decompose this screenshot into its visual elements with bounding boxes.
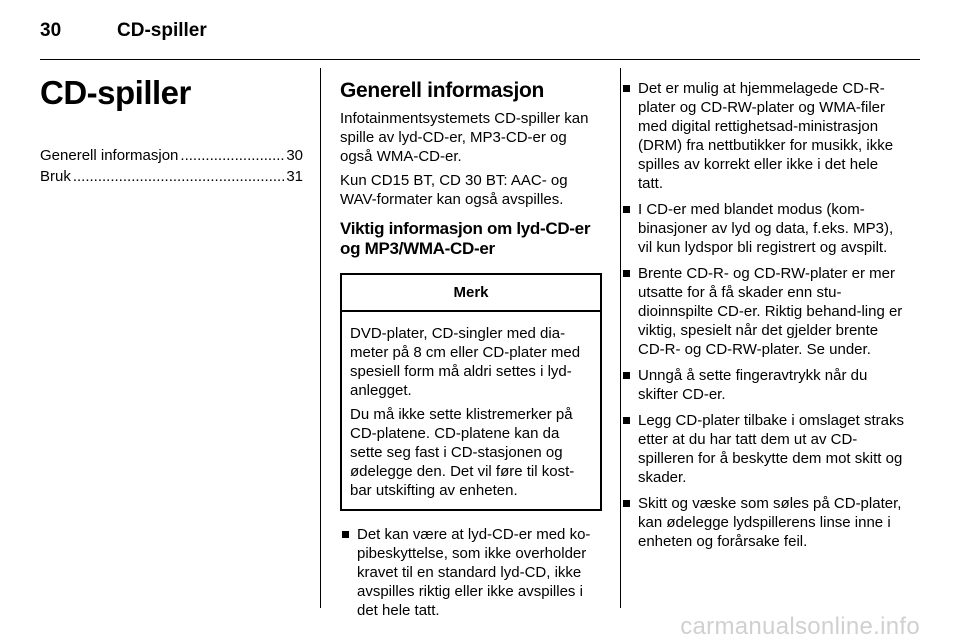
toc-leader-dots <box>73 167 284 186</box>
square-bullet-icon <box>623 417 630 424</box>
list-item-text: I CD-er med blandet modus (kom-binasjoner av lyd og data, f.eks. MP3), vil kun lydspor bli registrert og avspilt. <box>638 201 894 256</box>
bullet-list <box>340 525 602 620</box>
list-item-text: Det er mulig at hjemmelagede CD-R-plater og CD-RW-plater og WMA-filer med digital rettighetsad-ministrasjon (DRM) fra nettbutikker for musikk, ikke spilles av korrekt eller ikke i det hele tatt. <box>638 80 894 192</box>
note-paragraph: Du må ikke sette klistremerker på CD-platene. CD-platene kan da sette seg fast i CD-stasjonen og ødelegge den. Det vil føre til kost-bar utskifting av enheten. <box>350 406 575 499</box>
list-item-text: Brente CD-R- og CD-RW-plater er mer utsatte for å få skader enn stu-dioinnspilte CD-er. Riktig behand-ling er viktig, spesielt når det gjelder brente CD-R- og CD-RW-plater. Se under. <box>638 265 903 358</box>
list-item <box>340 525 602 620</box>
square-bullet-icon <box>623 500 630 507</box>
list-item-text: Legg CD-plater tilbake i omslaget straks etter at du har tatt dem ut av CD-spilleren for å beskytte dem mot skitt og skader. <box>638 412 904 486</box>
toc-entry[interactable] <box>40 146 303 165</box>
toc-entry-page[interactable]: 30 <box>286 147 303 164</box>
content-column-3 <box>621 79 905 558</box>
body-paragraph: Kun CD15 BT, CD 30 BT: AAC- og WAV-formater kan også avspilles. <box>340 172 568 208</box>
toc-entry-label[interactable]: Generell informasjon <box>40 147 179 164</box>
square-bullet-icon <box>623 206 630 213</box>
list-item <box>621 366 905 404</box>
square-bullet-icon <box>623 85 630 92</box>
toc-entry-label[interactable]: Bruk <box>40 168 71 185</box>
list-item-text: Skitt og væske som søles på CD-plater, kan ødelegge lydspillerens linse inne i enheten og forårsake feil. <box>638 495 902 550</box>
note-box <box>340 273 602 511</box>
chapter-title: CD-spiller <box>40 74 191 111</box>
running-title: CD-spiller <box>117 20 207 41</box>
header-rule <box>40 59 920 60</box>
list-item <box>621 264 905 359</box>
note-paragraph: DVD-plater, CD-singler med dia-meter på 8 cm eller CD-plater med spesiell form må aldri settes i lyd-anlegget. <box>350 325 581 399</box>
column-divider <box>320 68 321 608</box>
list-item-text: Unngå å sette fingeravtrykk når du skifter CD-er. <box>638 367 868 403</box>
note-body <box>342 312 600 509</box>
toc-leader-dots <box>180 146 284 165</box>
list-item <box>621 411 905 487</box>
content-column-2 <box>340 79 602 627</box>
bullet-list <box>621 79 905 551</box>
toc-column <box>40 74 303 188</box>
square-bullet-icon <box>623 270 630 277</box>
body-paragraph: Infotainmentsystemets CD-spiller kan spille av lyd-CD-er, MP3-CD-er og også WMA-CD-er. <box>340 110 589 165</box>
section-heading: Generell informasjon <box>340 79 545 102</box>
square-bullet-icon <box>623 372 630 379</box>
square-bullet-icon <box>342 531 349 538</box>
toc-entry-page[interactable]: 31 <box>286 168 303 185</box>
list-item <box>621 494 905 551</box>
watermark: carmanualsonline.info <box>680 613 920 640</box>
toc-entry[interactable] <box>40 167 303 186</box>
list-item <box>621 200 905 257</box>
list-item <box>621 79 905 193</box>
subsection-heading: Viktig informasjon om lyd-CD-er og MP3/WMA-CD-er <box>340 219 591 258</box>
list-item-text: Det kan være at lyd-CD-er med ko-pibeskyttelse, som ikke overholder kravet til en standard lyd-CD, ikke avspilles riktig eller ikke avspilles i det hele tatt. <box>357 526 591 619</box>
note-title: Merk <box>342 275 600 312</box>
page-number: 30 <box>40 20 62 41</box>
